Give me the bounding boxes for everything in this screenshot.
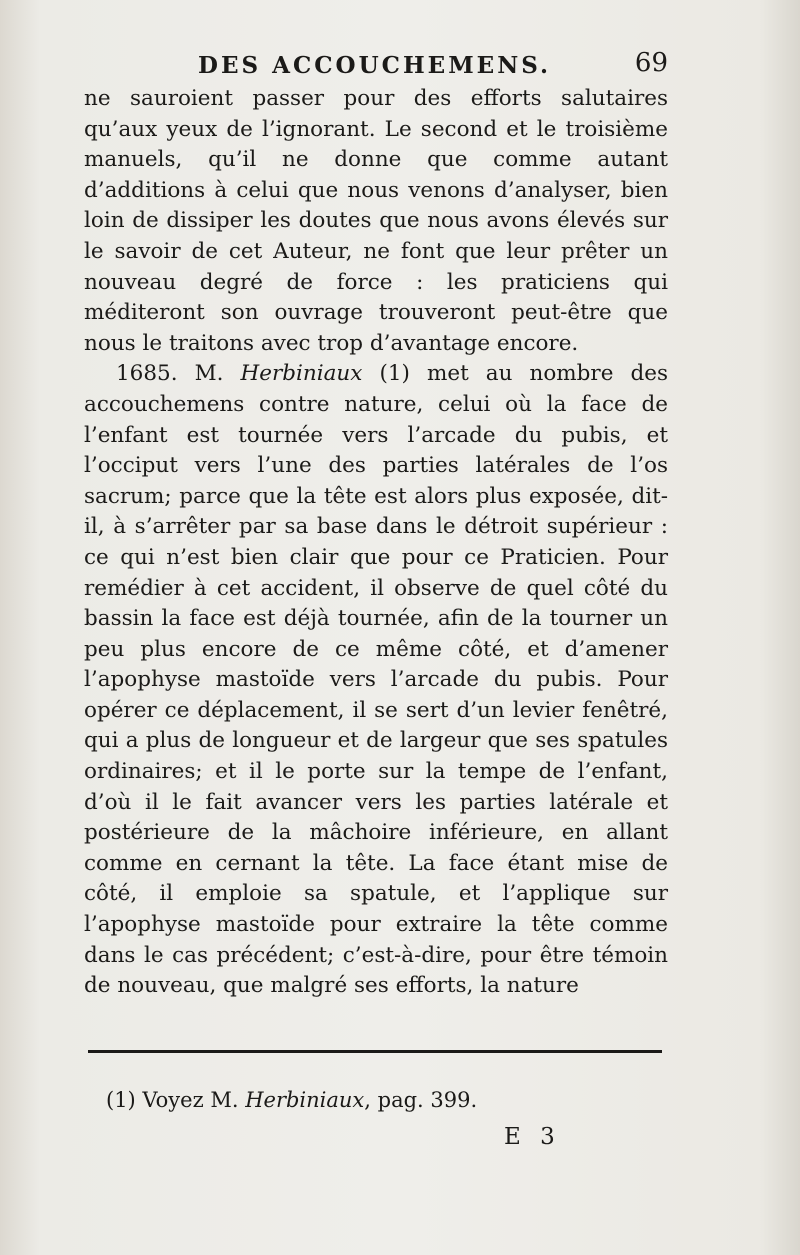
running-title: DES ACCOUCHEMENS. <box>198 52 552 79</box>
footnote <box>106 1088 477 1112</box>
footnote-author: Herbiniaux <box>245 1088 365 1112</box>
footnote-reference: (1) <box>379 361 410 387</box>
footnote-marker: (1) Voyez M. <box>106 1088 239 1112</box>
page-header <box>198 44 668 84</box>
author-name: Herbiniaux <box>240 361 363 387</box>
paragraph-body: met au nombre des accouchemens contre nature, celui où la face de l’enfant est tournée vers l’arcade du pubis, et l’occiput vers l’une des parties latérales de l’os sacrum; parce que la tête est alors plus exposée, dit-il, à s’arrêter par sa base dans le détroit supérieur : ce qui n’est bien clair que pour ce Praticien. Pour remédier à cet accident, il observe de quel côté du bassin la face est déjà tournée, afin de la tourner un peu plus encore de ce même côté, et d’amener l’apophyse mastoïde vers l’arcade du pubis. Pour opérer ce déplacement, il se sert d’un levier fenêtré, qui a plus de longueur et de largeur que ses spatules ordinaires; et il le porte sur la tempe de l’enfant, d’où il le fait avancer vers les parties latérale et postérieure de la mâchoire inférieure, en allant comme en cernant la tête. La face étant mise de côté, il emploie sa spatule, et l’applique sur l’apophyse mastoïde pour extraire la tête comme dans le cas précédent; c’est-à-dire, pour être témoin de nouveau, que malgré ses efforts, la nature <box>84 361 668 999</box>
footnote-separator-rule <box>88 1050 662 1053</box>
footnote-reference-text: , pag. 399. <box>364 1088 478 1112</box>
paragraph-continuation: ne sauroient passer pour des efforts salutaires qu’aux yeux de l’ignorant. Le second et le troisième manuels, qu’il ne donne que comme autant d’additions à celui que nous venons d’analyser, bien loin de dissiper les doutes que nous avons élevés sur le savoir de cet Auteur, ne font que leur prêter un nouveau degré de force : les praticiens qui méditeront son ouvrage trouveront peut-être que nous le traitons avec trop d’avantage encore. <box>84 86 668 356</box>
paragraph-number: 1685. M. <box>116 361 224 387</box>
main-text <box>84 84 668 1002</box>
page-number: 69 <box>634 48 668 78</box>
printer-signature-mark: E 3 <box>504 1124 561 1150</box>
paragraph-1685 <box>84 359 668 1001</box>
